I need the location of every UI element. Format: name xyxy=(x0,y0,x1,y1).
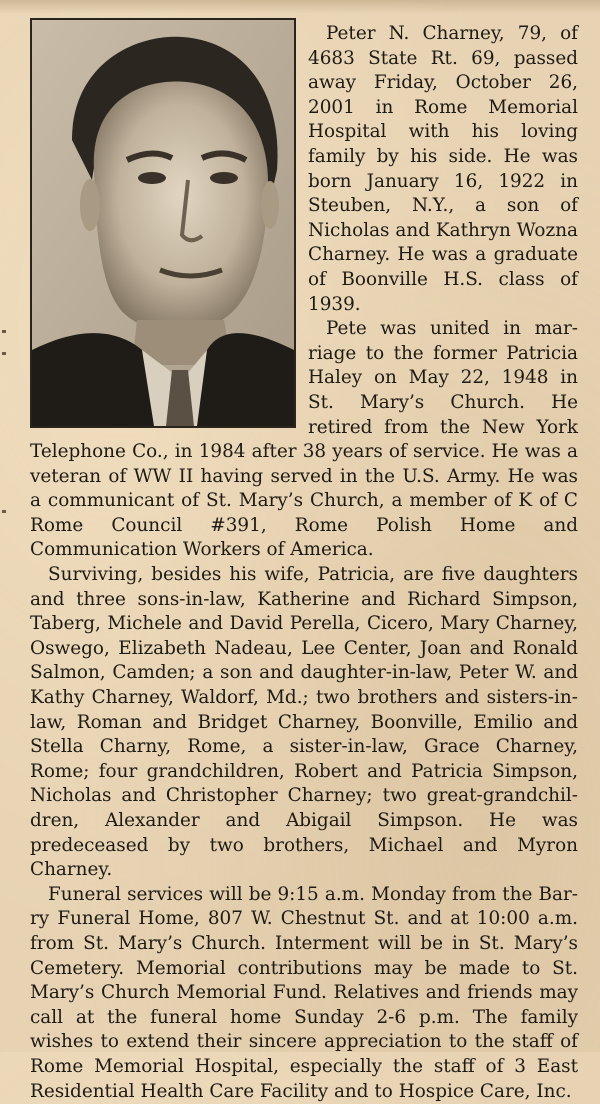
obituary-paragraph-services: Funeral services will be 9:15 a.m. Monday from the Barry Funeral Home, 807 W. Chestnut St. and at 10:00 a.m. from St. Mary’s Church. Interment will be in St. Mary’s Cemetery. Memorial contributions may be made to St. Mary’s Church Memorial Fund. Relatives and friends may call at the funeral home Sunday 2-6 p.m. The family wishes to extend their sincere appreciation to the staff of Rome Memorial Hospital, especially the staff of 3 East Residential Health Care Facility and to Hospice Care, Inc. xyxy=(30,883,578,1102)
obituary-paragraph-intro: Peter N. Charney, 79, of 4683 State Rt. 69, passed away Friday, October 26, 2001 in Rome Memorial Hospital with his loving family by his side. He was born January 16, 1922 in Steuben, N.Y., a son of Nicholas and Kathryn Wozna Charney. He was a graduate of Boonville H.S. class of 1939. xyxy=(308,23,578,315)
torn-top-edge xyxy=(0,0,600,14)
portrait-photo-icon xyxy=(32,20,294,426)
obituary-paragraph-survivors: Surviving, besides his wife, Patricia, are five daughters and three sons-in-law, Katherine and Richard Simpson, Taberg, Michele and David Perella, Cicero, Mary Charney, Oswego, Elizabeth Nadeau, Lee Center, Joan and Ronald Salmon, Camden; a son and daughter-in-law, Peter W. and Kathy Charney, Waldorf, Md.; two brothers and sisters-in-law, Roman and Bridget Charney, Boonville, Emilio and Stella Charny, Rome, a sister-in-law, Grace Charney, Rome; four grandchildren, Robert and Patricia Simpson, Nicholas and Christopher Charney; two great-grandchildren, Alexander and Abigail Simpson. He was predeceased by two brothers, Michael and Myron Charney. xyxy=(30,564,578,881)
obituary-paragraph-marriage: Pete was united in marriage to the former Patricia Haley on May 22, 1948 in St. Mary’s Church. He retired from the New York Telephone Co., in 1984 after 38 years of service. He was a veteran of WW II having served in the U.S. Army. He was a communicant of St. Mary’s Church, a member of K of C Rome Council #391, Rome Polish Home and Communication Workers of America. xyxy=(30,318,578,561)
margin-marks xyxy=(2,330,8,530)
portrait-photo xyxy=(30,18,296,428)
